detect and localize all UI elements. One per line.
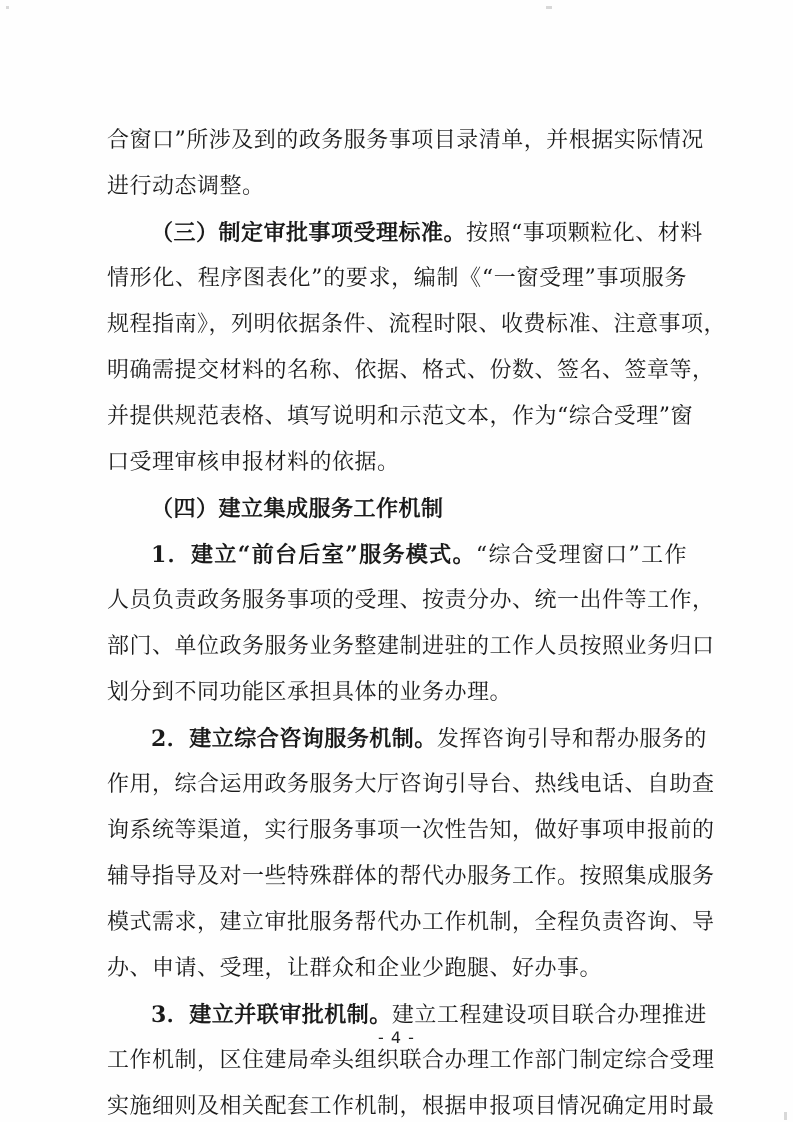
body-line: 合窗口”所涉及到的政务服务事项目录清单，并根据实际情况 [107,128,704,153]
body-line: 并提供规范表格、填写说明和示范文本，作为“综合受理”窗 [107,404,693,429]
body-line: 实施细则及相关配套工作机制，根据申报项目情况确定用时最 [107,1094,715,1119]
page-number: - 4 - [378,1028,415,1047]
body-line: 规程指南》，列明依据条件、流程时限、收费标准、注意事项， [107,312,727,337]
scan-speck [546,6,552,9]
body-line: 模式需求，建立审批服务帮代办工作机制，全程负责咨询、导 [107,910,715,935]
subsection-heading-line [107,532,687,578]
section-heading: （四）建立集成服务工作机制 [151,496,444,522]
body-text-span: 发挥咨询引导和帮办服务的 [436,727,707,752]
scan-speck [6,6,9,9]
body-line: 作用，综合运用政务服务大厅咨询引导台、热线电话、自助查 [107,772,715,797]
body-text-span: 按照“事项颗粒化、材料 [466,221,703,246]
section-heading-line [107,210,703,256]
scan-speck [784,1112,787,1120]
body-line: 划分到不同功能区承担具体的业务办理。 [107,680,513,705]
body-text [107,118,727,1130]
section-heading: （三）制定审批事项受理标准。 [151,220,467,246]
subsection-heading: 3．建立并联审批机制。 [151,1002,392,1028]
body-line: 进行动态调整。 [107,174,265,199]
body-line: 辅导指导及对一些特殊群体的帮代办服务工作。按照集成服务 [107,864,715,889]
body-line: 工作机制，区住建局牵头组织联合办理工作部门制定综合受理 [107,1048,715,1073]
subsection-heading-line [107,716,707,762]
body-line: 明确需提交材料的名称、依据、格式、份数、签名、签章等， [107,358,715,383]
subsection-heading: 2．建立综合咨询服务机制。 [151,726,437,752]
body-line: 人员负责政务服务事项的受理、按责分办、统一出件等工作， [107,588,715,613]
body-text-span: “综合受理窗口”工作 [475,543,687,568]
body-line: 部门、单位政务服务业务整建制进驻的工作人员按照业务归口 [107,634,715,659]
body-text-span: 建立工程建设项目联合办理推进 [391,1003,707,1028]
body-line: 情形化、程序图表化”的要求，编制《“一窗受理”事项服务 [107,266,687,291]
section-heading-line [107,486,687,532]
body-line: 办、申请、受理，让群众和企业少跑腿、好办事。 [107,956,603,981]
body-line: 询系统等渠道，实行服务事项一次性告知，做好事项申报前的 [107,818,715,843]
subsection-heading: 1．建立“前台后室”服务模式。 [151,542,476,568]
body-line: 口受理审核申报材料的依据。 [107,450,400,475]
